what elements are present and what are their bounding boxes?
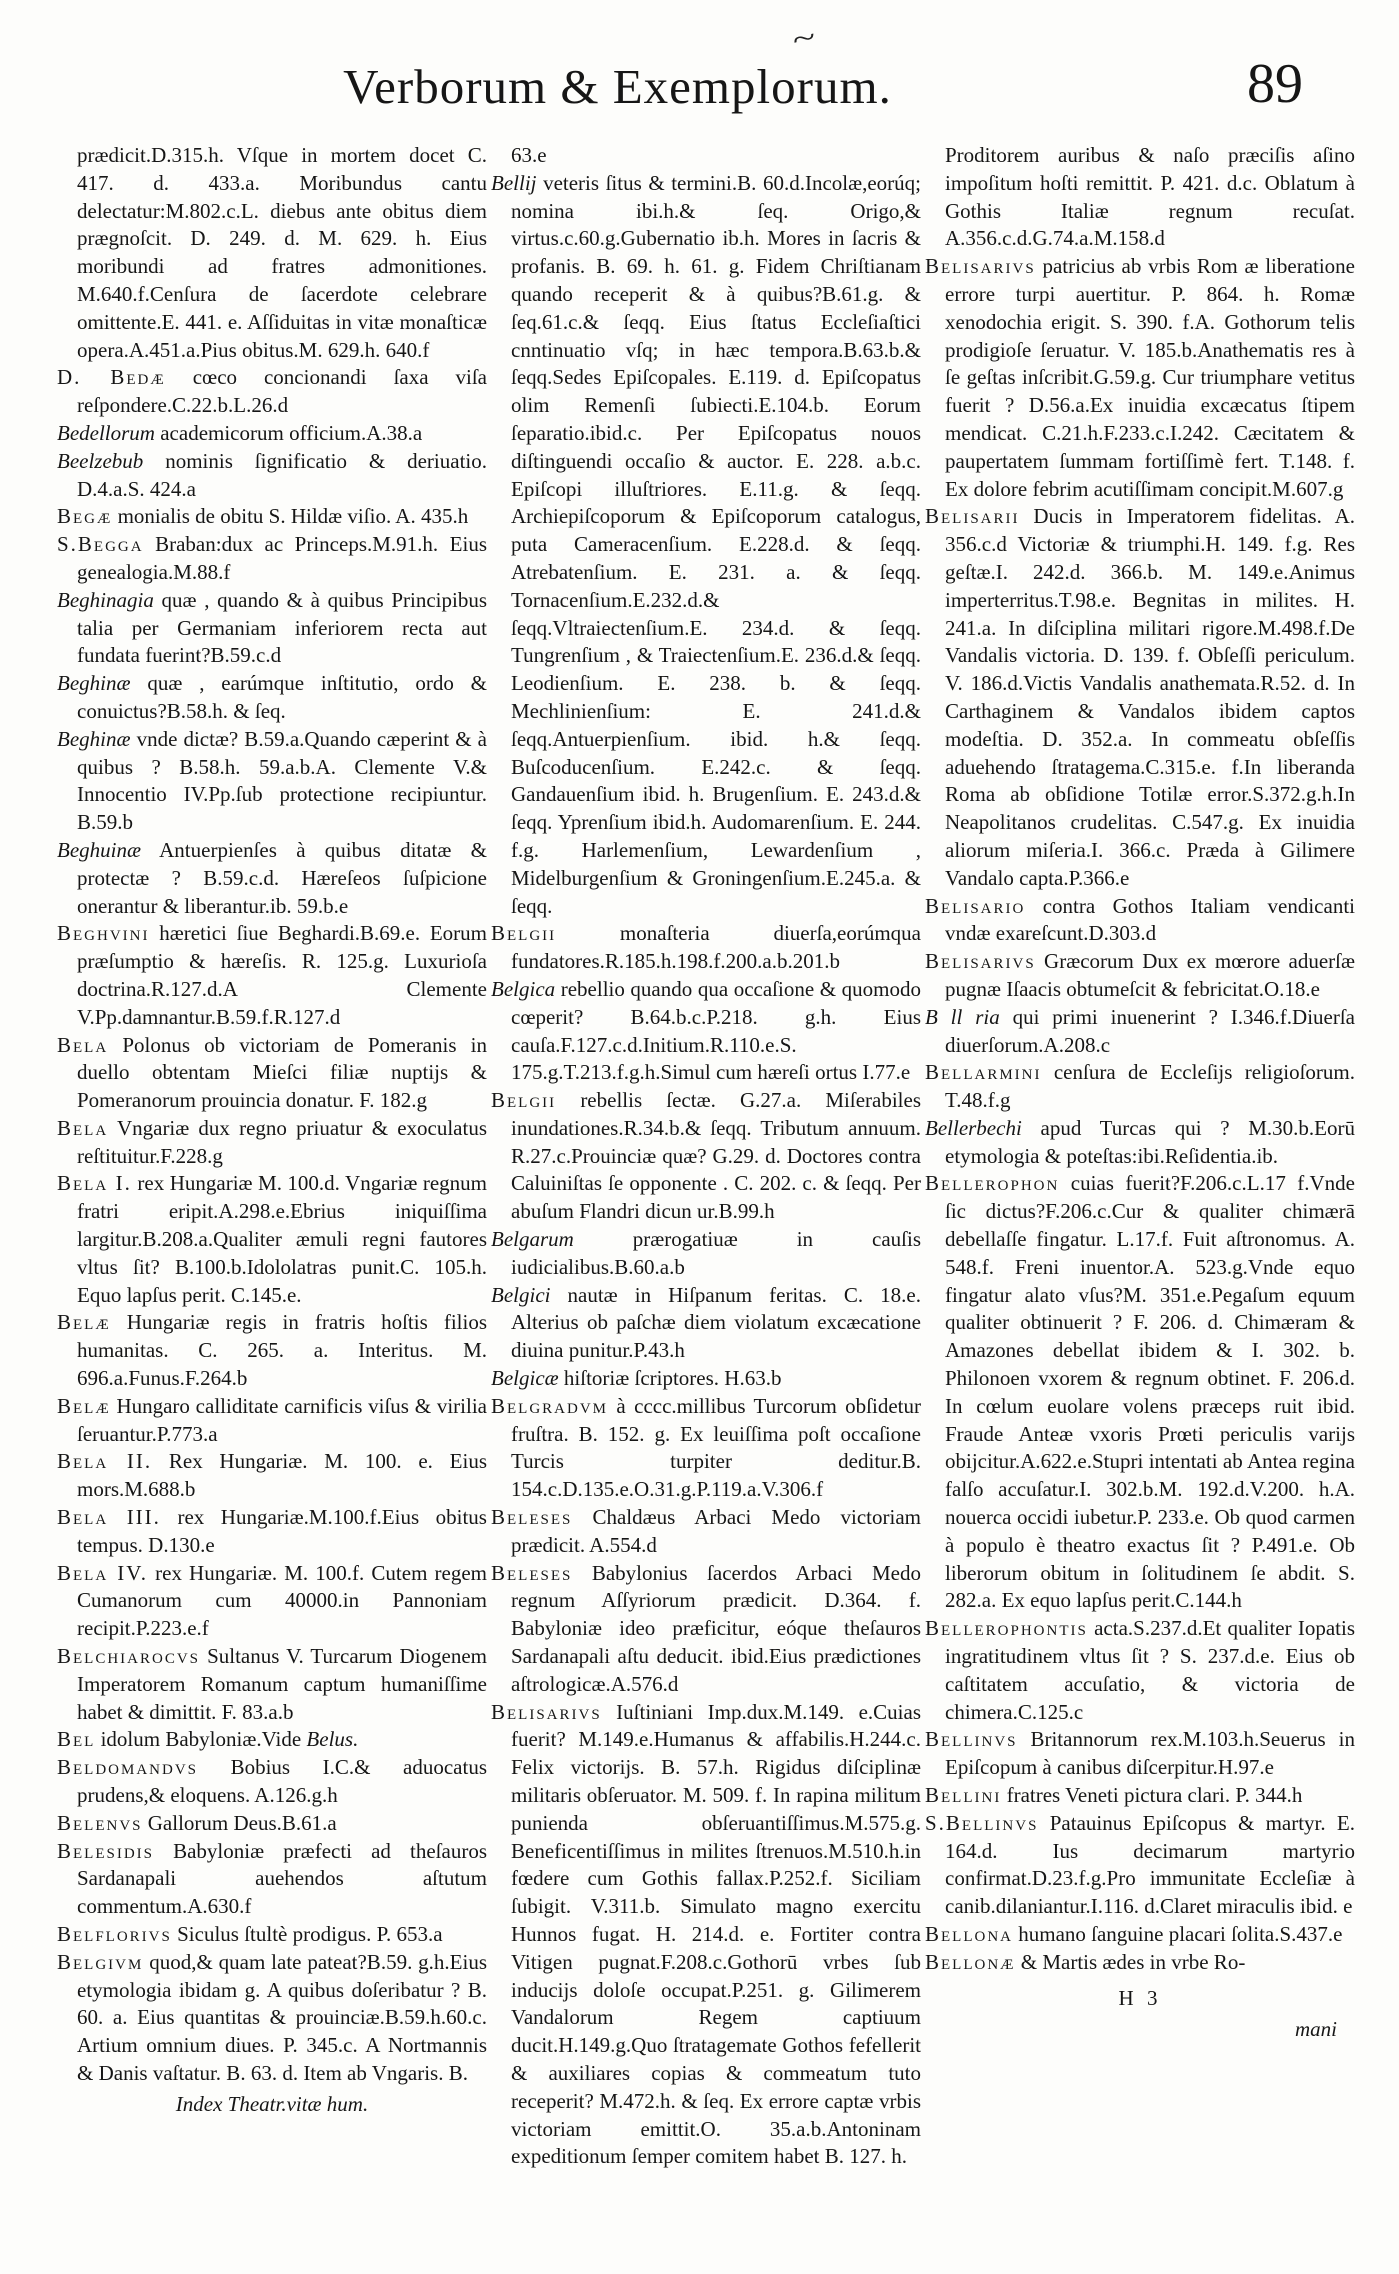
index-entry: Belgradvm à cccc.millibus Turcorum obſidetur fruſtra. B. 152. g. Ex leuiſſima poſt occaſione Turcis turpiter deditur.B. 154.c.D.135.e.O.31.g.P.119.a.V.306.f (491, 1393, 921, 1502)
entry-headword: Beghinagia (57, 587, 154, 612)
index-entry: Belisarii Ducis in Imperatorem fidelitas. A. 356.c.d Victoriæ & triumphi.H. 149. f.g. Res geſtæ.I. 242.d. 366.b. M. 149.e.Animus imperterritus.T.98.e. Begnitas in milites. H. 241.a. In diſciplina militari rigore.M.498.f.De Vandalis victoria. D. 139. f. Obſeſſi periculum. V. 186.d.Victis Vandalis anathemata.R.52. d. In Carthaginem & Vandalos ibidem captos modeſtia. D. 352.a. In commeatu obſeſſis aduehendo ſtratagema.C.315.e. f.In liberanda Roma ab obſidione Totilæ error.S.372.g.h.In Neapolitanos crudelitas. C.547.g. Ex inuidia aliorum miſeria.I. 366.c. Præda à Gilimere Vandalo capta.P.366.e (925, 504, 1355, 890)
column-1 (57, 142, 487, 2171)
entry-headword: Beghinæ (57, 726, 131, 751)
entry-headword: Belæ (57, 1393, 111, 1418)
index-entry: Belisario contra Gothos Italiam vendicanti vndæ exareſcunt.D.303.d (925, 893, 1355, 946)
index-entry: Belisarivs Iuſtiniani Imp.dux.M.149. e.Cuias fuerit? M.149.e.Humanus & affabilis.H.244.c. Felix victorijs. B. 57.h. Rigidus diſciplinæ militaris obſeruator. M. 509. f. In rapina militum punienda obſeruantiſſimus.M.575.g. Beneficentiſſimus in milites ſtrenuos.M.510.h.in fœdere cum Gothis fallax.P.252.f. Siciliam ſubigit. V.311.b. Simulato magno exercitu Hunnos fugat. H. 214.d. e. Fortiter contra Vitigen pugnat.F.208.c.Gothorū vrbes ſub inducijs doloſe occupat.P.251. g. Gilimerem Vandalorum Regem captiuum ducit.H.149.g.Quo ſtratagemate Gothos fefellerit & auxiliares copias & commeatum tuto receperit? M.472.h. & ſeq. Ex errore captæ vrbis victoriam emittit.O. 35.a.b.Antoninam expeditionum ſemper comitem habet B. 127. h. (491, 1699, 921, 2169)
entry-headword: Beldomandvs (57, 1755, 199, 1780)
entry-headword: Beelzebub (57, 448, 144, 473)
index-entry: Bela IV. rex Hungariæ. M. 100.f. Cutem regem Cumanorum cum 40000.in Pannoniam recipit.P.223.e.f (57, 1560, 487, 1641)
entry-headword: Belgivm (57, 1949, 144, 1974)
entry-headword: Bela (57, 1115, 109, 1140)
entry-headword: Bela I. (57, 1171, 132, 1196)
index-entry: Bela Polonus ob victoriam de Pomeranis in duello obtentam Mieſci filiæ nuptijs & Pomeranorum prouincia donatur. F. 182.g (57, 1032, 487, 1113)
index-entry: Belgii rebellis ſectæ. G.27.a. Miſerabiles inundationes.R.34.b.& ſeqq. Tributum annuum. R.27.c.Prouinciæ quæ? G.29. d. Doctores contra Caluiniſtas ſe opponente . C. 202. c. & ſeqq. Per abuſum Flandri dicun ur.B.99.h (491, 1088, 921, 1224)
index-entry: Bellona humano ſanguine placari ſolita.S.437.e (925, 1922, 1343, 1946)
index-entry: Belæ Hungariæ regis in fratris hoſtis filios humanitas. C. 265. a. Interitus. M. 696.a.Funus.F.264.b (57, 1310, 487, 1391)
page-number: 89 (1247, 53, 1303, 115)
index-entry: Belchiarocvs Sultanus V. Turcarum Diogenem Imperatorem Romanum captum humaniſſime habet & dimittit. F. 83.a.b (57, 1644, 487, 1724)
entry-headword: Bela II. (57, 1449, 153, 1474)
index-entry: Beleses Babylonius ſacerdos Arbaci Medo regnum Aſſyriorum prædicit. D.364. f. Babyloniæ ideo præficitur, eóque theſauros Sardanapali aſtu deducit. ibid.Eius prædictiones aſtrologicæ.A.576.d (491, 1560, 921, 1696)
index-entry: Bellij veteris ſitus & termini.B. 60.d.Incolæ,eorúq; nomina ibi.h.& ſeq. Origo,& virtus.c.60.g.Gubernatio ib.h. Mores in ſacris & profanis. B. 69. h. 61. g. Fidem Chriſtianam quando receperit & à quibus?B.61.g. & ſeq.61.c.& ſeqq. Eius ſtatus Eccleſiaſtici cnntinuatio vſq; in hæc tempora.B.63.b.& ſeqq.Sedes Epiſcopales. E.119. d. Epiſcopatus olim Remenſi ſubiecti.E.104.b. Eorum ſeparatio.ibid.c. Per Epiſcopatus nouos diſtinguendi occaſio & auctor. E. 228. a.b.c. Epiſcopi illuſtriores. E.11.g. & ſeqq. Archiepiſcoporum & Epiſcoporum catalogus, puta Cameracenſium. E.228.d. & ſeqq. Atrebatenſium. E. 231. a. & ſeqq. Tornacenſium.E.232.d.& ſeqq.Vltraiectenſium.E. 234.d. & ſeqq. Tungrenſium , & Traiectenſium.E. 236.d.& ſeqq. Leodienſium. E. 238. b. & ſeqq. Mechlinienſium: E. 241.d.& ſeqq.Antuerpienſium. ibid. h.& ſeqq. Buſcoducenſium. E.242.c. & ſeqq. Gandauenſium ibid. h. Brugenſium. E. 243.d.& ſeqq. Yprenſium ibid.h. Audomarenſium. E. 244. f.g. Harlemenſium, Lewardenſium , Midelburgenſium & Groningenſium.E.245.a. & ſeqq. (491, 170, 921, 918)
entry-headword: Belenvs (57, 1810, 143, 1835)
entry-headword: Beghvini (57, 921, 150, 946)
index-entry: Bellinvs Britannorum rex.M.103.h.Seuerus in Epiſcopum à canibus diſcerpitur.H.97.e (925, 1727, 1356, 1780)
index-entry: Belisarivs Græcorum Dux ex mœrore aduerſæ pugnæ Iſaacis obtumeſcit & febricitat.O.18.e (925, 949, 1355, 1001)
entry-list-1 (57, 142, 487, 2088)
index-entry: Beghvini hæretici ſiue Beghardi.B.69.e. Eorum præſumptio & hæreſis. R. 125.g. Luxurioſa doctrina.R.127.d.A Clemente V.Pp.damnantur.B.59.f.R.127.d (57, 921, 488, 1029)
index-entry: 63.e (511, 143, 547, 167)
index-entry: Belgicæ hiſtoriæ ſcriptores. H.63.b (491, 1366, 782, 1391)
entry-headword: Bellij (491, 170, 537, 195)
entry-headword: B ll ria (925, 1004, 1000, 1029)
entry-headword: Bellini (925, 1783, 1002, 1808)
index-entry: Bellini fratres Veneti pictura clari. P. 344.h (925, 1783, 1303, 1808)
index-entry: Bedellorum academicorum officium.A.38.a (57, 420, 423, 445)
entry-headword: Bellona (925, 1922, 1013, 1946)
index-entry: Beghinæ vnde dictæ? B.59.a.Quando cæperint & à quibus ? B.58.h. 59.a.b.A. Clemente V.& Innocentio IV.Pp.ſub protectione recipiuntur. B.59.b (57, 726, 488, 835)
entry-headword: Beleses (491, 1560, 573, 1585)
index-entry: Beghinæ quæ , earúmque inſtitutio, ordo & conuictus?B.58.h. & ſeq. (57, 671, 488, 723)
entry-headword: Belgicæ (491, 1366, 559, 1391)
running-title: Verborum & Exemplorum. (343, 59, 892, 114)
catchword: mani (1295, 2017, 1337, 2042)
entry-headword: Belgii (491, 1088, 557, 1113)
index-entry: Bela I. rex Hungariæ M. 100.d. Vngariæ regnum fratri eripit.A.298.e.Ebrius iniquiſſima largitur.B.208.a.Qualiter æmuli regni fautores vltus ſit? B.100.b.Idololatras punit.C. 105.h. Equo lapſus perit. C.145.e. (57, 1171, 487, 1307)
entry-headword: Bellinvs (925, 1727, 1018, 1752)
index-entry: D. Bedæ cœco concionandi ſaxa viſa reſpondere.C.22.b.L.26.d (57, 365, 488, 418)
index-entry: Belgivm quod,& quam late pateat?B.59. g.h.Eius etymologia ibidam g. A quibus doſeribatur ? B. 60. a. Eius quantitas & prouinciæ.B.59.h.60.c. Artium omnium diues. P. 345.c. A Nortmannis & Danis vaſtatur. B. 63. d. Item ab Vngaris. B. (57, 1949, 488, 2085)
index-entry: Bellonæ & Martis ædes in vrbe Ro- (925, 1949, 1246, 1974)
index-entry: Beldomandvs Bobius I.C.& aduocatus prudens,& eloquens. A.126.g.h (57, 1755, 487, 1808)
index-entry: Belflorivs Siculus ſtultè prodigus. P. 653.a (57, 1922, 443, 1946)
entry-headword: Bellerophontis (925, 1616, 1088, 1641)
entry-headword: Belæ (57, 1310, 111, 1335)
entry-headword: Belisarivs (491, 1699, 602, 1724)
entry-headword: Belesidis (57, 1838, 155, 1863)
index-entry: Belisarivs patricius ab vrbis Rom æ liberatione errore turpi auertitur. P. 864. h. Romæ xenodochia erigit. S. 390. f.A. Gothorum telis prodigioſe ſeruatur. V. 185.b.Anathematis res à ſe geſtas inſcribit.G.59.g. Cur triumphare vetitus fuerit ? D.56.a.Ex inuidia excæcatus ſtipem mendicat. C.21.h.F.233.c.I.242. Cæcitatem & paupertatem ſummam fortiſſimè fert. T.148. f. Ex dolore febrim acutiſſimam concipit.M.607.g (925, 254, 1356, 501)
entry-headword: Bellerbechi (925, 1115, 1022, 1140)
index-entry: Bela Vngariæ dux regno priuatur & exoculatus reſtituitur.F.228.g (57, 1115, 487, 1168)
index-entry: Belæ Hungaro calliditate carnificis viſus & virilia ſeruantur.P.773.a (57, 1393, 487, 1446)
index-entry: Bellerbechi apud Turcas qui ? M.30.b.Eorū etymologia & poteſtas:ibi.Reſidentia.ib. (925, 1115, 1355, 1168)
entry-headword: Belgii (491, 921, 557, 946)
index-entry: B ll ria qui primi inuenerint ? I.346.f.Diuerſa diuerſorum.A.208.c (925, 1004, 1355, 1057)
index-entry: Beghuinæ Antuerpienſes à quibus ditatæ & protectæ ? B.59.c.d. Hæreſeos ſuſpicione onerantur & liberantur.ib. 59.b.e (57, 837, 488, 918)
signature-mark: H 3 (1118, 1985, 1162, 2010)
index-entry: Bellarmini cenſura de Eccleſijs religioſorum. T.48.f.g (925, 1060, 1356, 1113)
entry-headword: Bellerophon (925, 1171, 1060, 1196)
entry-headword: Belgarum (491, 1227, 574, 1252)
index-entry: prædicit.D.315.h. Vſque in mortem docet C. 417. d. 433.a. Moribundus cantu delectatur:M.802.c.L. diebus ante obitus diem prægnoſcit. D. 249. d. M. 629. h. Eius moribundi ad fratres admonitiones. M.640.f.Cenſura de ſacerdote celebrare omittente.E. 441. e. Aſſiduitas in vitæ monaſticæ opera.A.451.a.Pius obitus.M. 629.h. 640.f (77, 143, 487, 362)
entry-headword: Belisario (925, 893, 1026, 918)
column-3 (925, 142, 1355, 2171)
entry-headword: Bedellorum (57, 420, 155, 445)
entry-headword: Belgici (491, 1282, 551, 1307)
entry-headword: Bela IV. (57, 1560, 148, 1585)
entry-list-2 (491, 142, 921, 2171)
entry-headword: Belisarii (925, 504, 1020, 529)
index-entry: Proditorem auribus & naſo præciſis aſino impoſitum hoſti remittit. P. 421. d.c. Oblatum à Gothis Italiæ regnum recuſat. A.356.c.d.G.74.a.M.158.d (945, 143, 1355, 251)
index-entry: Begæ monialis de obitu S. Hildæ viſio. A. 435.h (57, 504, 469, 529)
index-entry: Belgii monaſteria diuerſa,eorúmqua fundatores.R.185.h.198.f.200.a.b.201.b (491, 921, 921, 974)
index-entry: Beelzebub nominis ſignificatio & deriuatio. D.4.a.S. 424.a (57, 448, 488, 501)
entry-headword: Belgradvm (491, 1393, 609, 1418)
entry-headword: Begæ (57, 504, 113, 529)
entry-headword: Bellonæ (925, 1949, 1016, 1974)
index-entry: S.Bellinvs Patauinus Epiſcopus & martyr. E. 164.d. Ius decimarum martyrio confirmat.D.23.f.g.Pro immunitate Eccleſiæ à canib.dilaniantur.I.116. d.Claret miraculis ibid. e (925, 1810, 1356, 1919)
index-entry: Bellerophontis acta.S.237.d.Et qualiter Iopatis ingratitudinem vltus ſit ? S. 237.d.e. Eius ob caſtitatem accuſatio, & victoria de chimera.C.125.c (925, 1616, 1356, 1724)
entry-headword: D. Bedæ (57, 365, 166, 390)
index-entry: Bela II. Rex Hungariæ. M. 100. e. Eius mors.M.688.b (57, 1449, 488, 1502)
entry-headword: Bela (57, 1032, 109, 1057)
index-title-footer: Index Theatr.vitæ hum. (175, 2091, 369, 2116)
entry-headword: Belisarivs (925, 949, 1036, 974)
index-entry: Bel idolum Babyloniæ.Vide Belus. (57, 1727, 359, 1752)
entry-headword: Beghuinæ (57, 837, 141, 862)
index-entry: Belesidis Babyloniæ præfecti ad theſauros Sardanapali auehendos aſtutum commentum.A.630.f (57, 1838, 487, 1919)
entry-headword: Belisarivs (925, 254, 1036, 279)
entry-headword: S.Bellinvs (925, 1810, 1039, 1835)
ink-mark: ~ (789, 20, 819, 58)
entry-list-3 (925, 142, 1355, 1977)
column-2 (491, 142, 921, 2171)
entry-headword: S.Begga (57, 532, 144, 557)
entry-headword: Bellarmini (925, 1060, 1042, 1085)
index-entry: Beghinagia quæ , quando & à quibus Principibus talia per Germaniam inferiorem recta aut fundata fuerint?B.59.c.d (57, 587, 487, 668)
index-entry: S.Begga Braban:dux ac Princeps.M.91.h. Eius genealogia.M.88.f (57, 532, 487, 584)
index-entry: Beleses Chaldæus Arbaci Medo victoriam prædicit. A.554.d (491, 1505, 921, 1557)
entry-headword: Belchiarocvs (57, 1644, 201, 1669)
index-entry: Belenvs Gallorum Deus.B.61.a (57, 1810, 337, 1835)
index-entry: Bellerophon cuias fuerit?F.206.c.L.17 f.Vnde ſic dictus?F.206.c.Cur & qualiter chimærā debellaſſe fingatur. L.17.f. Fuit aſtronomus. A. 548.f. Freni inuentor.A. 523.g.Vnde equo fingatur alato vſus?M. 351.e.Pegaſum equum qualiter obtinuerit ? F. 206. d. Chimæram & Amazones debellat ibidem & I. 302. b. Philonoen vxorem & regnum obtinet. F. 206.d. In cœlum euolare volens præceps ruit ibid. Fraude Anteæ vxoris Prœti periculis varijs obijcitur.A.622.e.Stupri intentati ab Antea regina falſo accuſatur.I. 302.b.M. 192.d.V.200. h.A. nouerca occidi iubetur.P. 233.e. Ob quod carmen à populo è theatro exactus ſit ? P.491.e. Ob liberorum obitum in ſolitudinem ſe abdit. S. 282.a. Ex equo lapſus perit.C.144.h (925, 1171, 1356, 1613)
entry-headword: Belflorivs (57, 1922, 172, 1946)
index-entry: Bela III. rex Hungariæ.M.100.f.Eius obitus tempus. D.130.e (57, 1505, 487, 1557)
entry-headword: Belgica (491, 976, 556, 1001)
entry-headword: Beghinæ (57, 671, 131, 696)
index-entry: Belgica rebellio quando qua occaſione & quomodo cœperit? B.64.b.c.P.218. g.h. Eius cauſa.F.127.c.d.Initium.R.110.e.S. 175.g.T.213.f.g.h.Simul cum hæreſi ortus I.77.e (491, 976, 921, 1085)
entry-headword: Beleses (491, 1505, 573, 1530)
index-columns (57, 142, 1355, 2171)
index-entry: Belgici nautæ in Hiſpanum feritas. C. 18.e. Alterius ob paſchæ diem violatum excæcatione diuina punitur.P.43.h (491, 1282, 921, 1363)
entry-headword: Bel (57, 1727, 96, 1752)
entry-headword: Bela III. (57, 1505, 161, 1530)
index-entry: Belgarum prærogatiuæ in cauſis iudicialibus.B.60.a.b (491, 1227, 921, 1279)
